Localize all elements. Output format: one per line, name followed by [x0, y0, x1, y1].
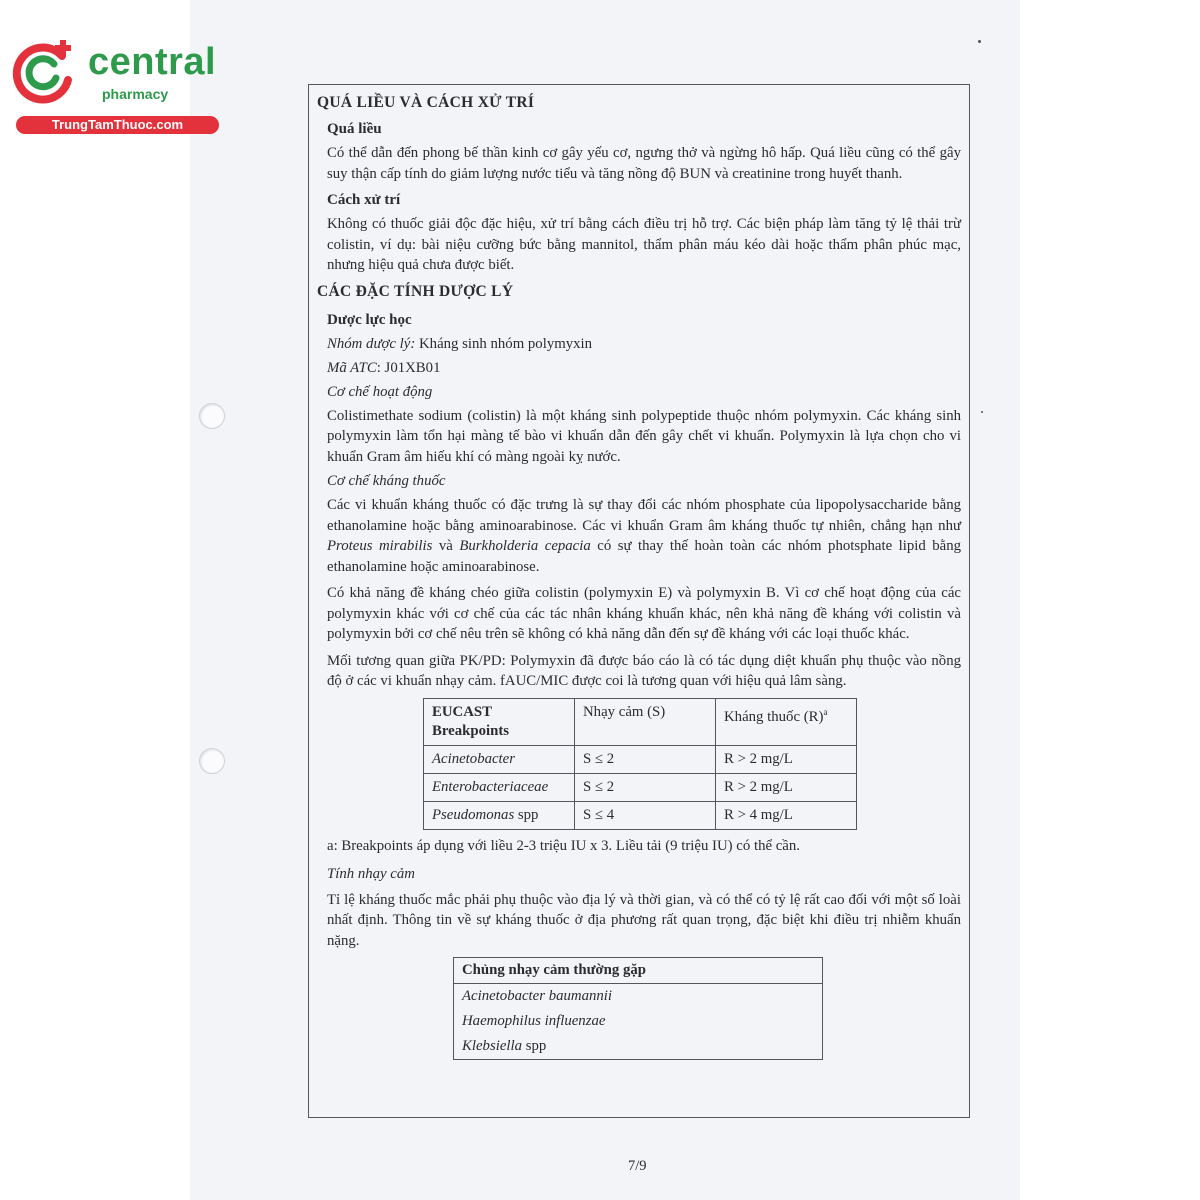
- table-header-cell: [716, 698, 857, 745]
- atc-code-line: [327, 358, 961, 378]
- strain-name: Acinetobacter baumannii: [462, 988, 612, 1004]
- strain-suffix: spp: [522, 1038, 547, 1054]
- strain-cell: [454, 984, 823, 1010]
- strain-name: Haemophilus influenzae: [462, 1013, 606, 1029]
- pharmacy-logo-icon: [10, 36, 80, 106]
- table-cell-susceptible: S ≤ 4: [575, 801, 716, 829]
- breakpoints-footnote: a: Breakpoints áp dụng với liều 2-3 triệu IU x 3. Liều tải (9 triệu IU) có thể cần.: [327, 837, 800, 854]
- organism-name: Pseudomonas: [432, 806, 515, 823]
- drug-group-line: [327, 334, 961, 354]
- punch-hole: [199, 748, 225, 774]
- brand-logo[interactable]: [10, 36, 220, 136]
- paragraph-sensitivity: Tỉ lệ kháng thuốc mắc phải phụ thuộc vào địa lý và thời gian, và có thể có tỷ lệ rất cao đối với một số loài nhất định. Thông tin về sự kháng thuốc ở địa phương rất quan trọng, đặc biệt khi điều trị nhiễm khuẩn nặng.: [327, 891, 961, 949]
- table-cell-resistant: R > 2 mg/L: [716, 745, 857, 773]
- punch-hole: [199, 403, 225, 429]
- paragraph-mechanism: Colistimethate sodium (colistin) là một kháng sinh polypeptide thuộc nhóm polymyxin. Các kháng sinh polymyxin làm tổn hại màng tế bào vi khuẩn dẫn đến gây chết vi khuẩn. Polymyxin là lựa chọn cho vi khuẩn Gram âm hiếu khí có màng ngoài kỵ nước.: [327, 407, 961, 465]
- brand-url: TrungTamThuoc.com: [16, 116, 219, 134]
- resistance-and: và: [432, 538, 460, 554]
- paragraph-pkpd: Mối tương quan giữa PK/PD: Polymyxin đã được báo cáo là có tác dụng diệt khuẩn phụ thuộc vào nồng độ ở các vi khuẩn nhạy cảm. fAUC/MIC được coi là tương quan với hiệu quả lâm sàng.: [327, 652, 961, 689]
- strain-cell: [454, 1009, 823, 1034]
- section-title-pharmacology: CÁC ĐẶC TÍNH DƯỢC LÝ: [317, 282, 514, 300]
- table-cell-resistant: R > 4 mg/L: [716, 801, 857, 829]
- content-frame: [308, 84, 970, 1118]
- table-header-row: [454, 958, 823, 984]
- table-row: [454, 1034, 823, 1060]
- table-cell-susceptible: S ≤ 2: [575, 745, 716, 773]
- subheading-mechanism: Cơ chế hoạt động: [327, 383, 433, 400]
- scan-speck: [981, 411, 983, 413]
- table-header-cell: Chủng nhạy cảm thường gặp: [454, 958, 823, 984]
- header-resistant-label: Kháng thuốc (R): [724, 708, 824, 725]
- table-header-cell: EUCAST Breakpoints: [424, 698, 575, 745]
- organism-name: Acinetobacter: [432, 750, 515, 767]
- brand-subtitle: pharmacy: [102, 86, 169, 102]
- table-cell-resistant: R > 2 mg/L: [716, 773, 857, 801]
- subheading-overdose: Quá liều: [327, 121, 382, 137]
- page-number: 7/9: [628, 1158, 647, 1174]
- table-row: [424, 773, 857, 801]
- breakpoints-table: [423, 698, 857, 830]
- strain-cell: [454, 1034, 823, 1060]
- table-row: [454, 1009, 823, 1034]
- table-row: [424, 801, 857, 829]
- species-burkholderia: Burkholderia cepacia: [459, 538, 591, 554]
- resistance-text-b: có sự thay thế hoàn toàn các nhóm photsphate lipid bằng ethanolamine hoặc aminoarabinose.: [327, 538, 962, 575]
- footnote-marker: a: [823, 706, 828, 717]
- organism-name: Enterobacteriaceae: [432, 778, 549, 795]
- drug-group-value: Kháng sinh nhóm polymyxin: [415, 335, 593, 352]
- paragraph-cross-resistance: Có khả năng đề kháng chéo giữa colistin (polymyxin E) và polymyxin B. Vì cơ chế hoạt động của các polymyxin khác với cơ chế của các tác nhân kháng khuẩn khác, nên khả năng đề kháng với colistin và polymyxin bởi cơ chế nêu trên sẽ không có khả năng dẫn đến sự đề kháng với các loại thuốc khác.: [327, 585, 961, 642]
- resistance-text-a: Các vi khuẩn kháng thuốc có đặc trưng là sự thay đổi các nhóm phosphate của lipopolysaccharide bằng ethanolamine hoặc bằng aminoarabinose. Các vi khuẩn Gram âm kháng thuốc tự nhiên, chẳng hạn như: [327, 497, 961, 534]
- table-cell-organism: [424, 745, 575, 773]
- paragraph-treatment: Không có thuốc giải độc đặc hiệu, xử trí bằng cách điều trị hỗ trợ. Các biện pháp làm tăng tỷ lệ thải trừ colistin, ví dụ: bài niệu cưỡng bức bằng mannitol, thẩm phân máu kéo dài hoặc thẩm phân phúc mạc, nhưng hiệu quả chưa được biết.: [327, 216, 961, 273]
- paragraph-resistance: [327, 495, 961, 577]
- susceptible-strains-table: [453, 957, 823, 1060]
- atc-label: Mã ATC: [327, 359, 377, 376]
- scan-speck: [978, 40, 981, 43]
- atc-value: : J01XB01: [376, 359, 441, 376]
- table-header-cell: Nhạy cảm (S): [575, 698, 716, 745]
- table-row: [424, 745, 857, 773]
- section-title-overdose: QUÁ LIỀU VÀ CÁCH XỬ TRÍ: [317, 94, 535, 111]
- drug-group-label: Nhóm dược lý:: [327, 335, 416, 352]
- brand-name: central: [88, 41, 217, 83]
- table-cell-susceptible: S ≤ 2: [575, 773, 716, 801]
- subheading-resistance: Cơ chế kháng thuốc: [327, 473, 446, 489]
- table-row: [454, 984, 823, 1010]
- species-proteus: Proteus mirabilis: [327, 538, 433, 554]
- strain-name: Klebsiella: [462, 1038, 523, 1054]
- paragraph-overdose: Có thể dẫn đến phong bế thần kinh cơ gây yếu cơ, ngưng thở và ngừng hô hấp. Quá liều cũng có thể gây suy thận cấp tính do giảm lượng nước tiểu và tăng nồng độ BUN và creatinine trong huyết thanh.: [327, 145, 961, 182]
- organism-suffix: spp: [514, 806, 539, 823]
- table-cell-organism: [424, 801, 575, 829]
- table-cell-organism: [424, 773, 575, 801]
- subheading-sensitivity: Tính nhạy cảm: [327, 865, 415, 882]
- subheading-treatment: Cách xử trí: [327, 192, 401, 208]
- table-header-row: [424, 698, 857, 745]
- subheading-pharmacodynamics: Dược lực học: [327, 311, 412, 328]
